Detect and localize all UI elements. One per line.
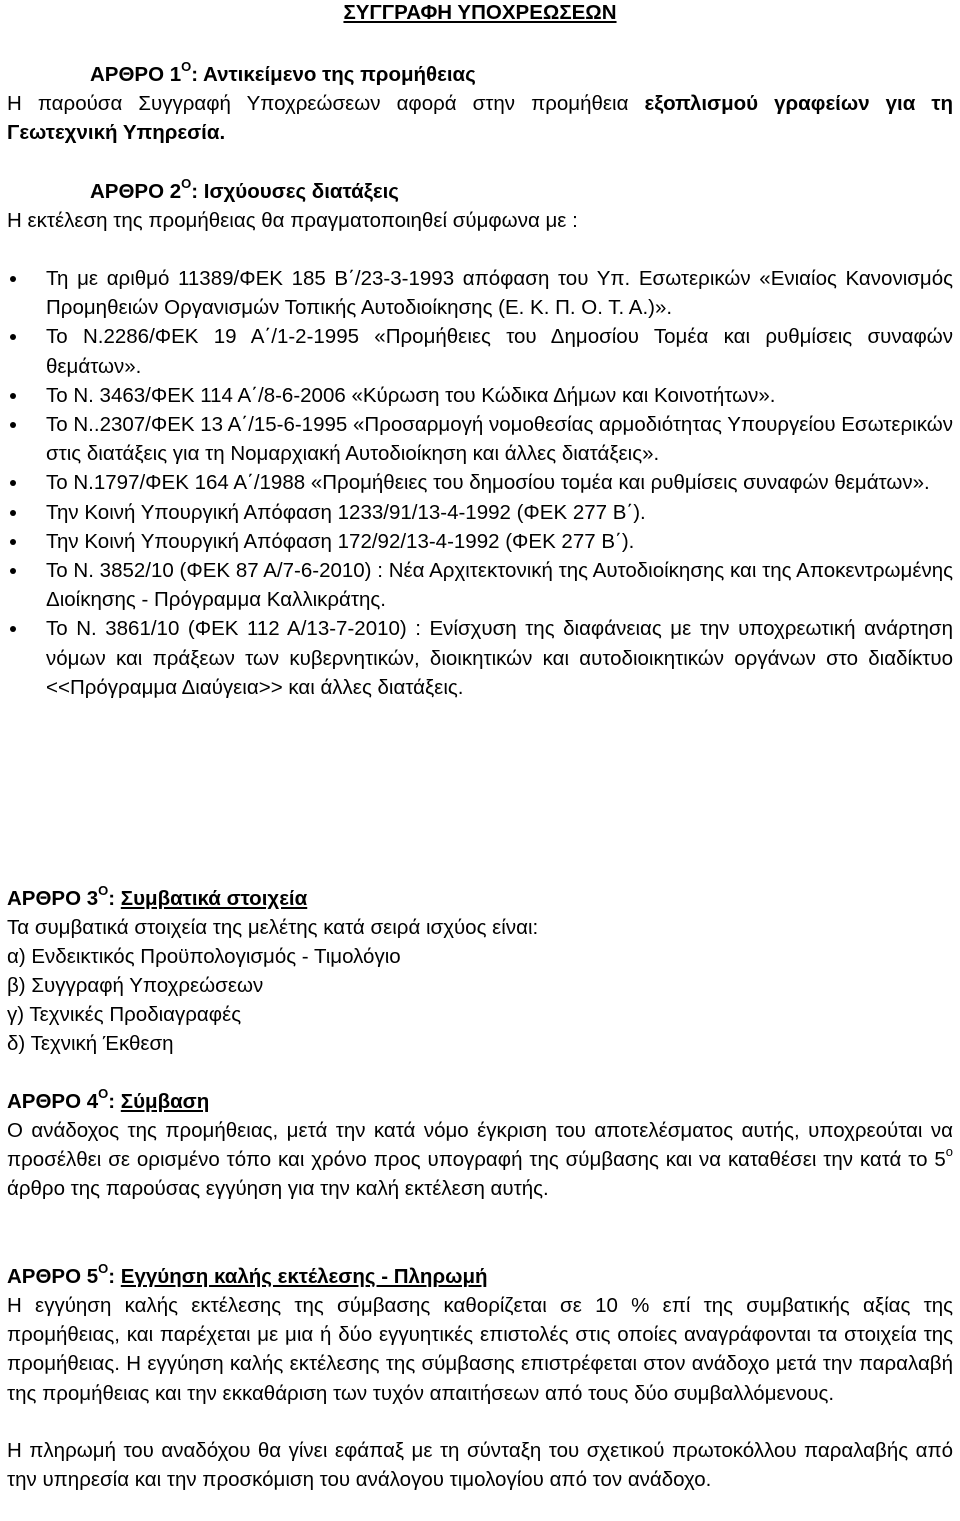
list-item: Το Ν.2286/ΦΕΚ 19 Α΄/1-2-1995 «Προμήθειες του Δημοσίου Τομέα και ρυθμίσεις συναφών θεμάτων». — [7, 322, 953, 380]
bullet-icon — [10, 539, 16, 545]
legislation-list — [7, 264, 953, 702]
article-1-heading: ΑΡΘΡΟ $1^O$: Αντικείμενο της προμήθειας — [90, 59, 476, 86]
article-3-heading: ΑΡΘΡΟ $3^O$: Συμβατικά στοιχεία — [7, 883, 308, 910]
article-4-text: Ο ανάδοχος της προμήθειας, μετά την κατά νόμο έγκριση του αποτελέσματος αυτής, υποχρεούται να προσέλθει σε ορισμένο τόπο και χρόνο προς υπογραφή της σύμβασης και να καταθέσει την κατά το $5^o$ άρθρο της παρούσας εγγύηση για την καλή εκτέλεση αυτής. — [7, 1119, 953, 1201]
contract-item: α) Ενδεικτικός Προϋπολογισμός - Τιμολόγιο — [7, 945, 401, 968]
article-5-heading: ΑΡΘΡΟ $5^O$: Εγγύηση καλής εκτέλεσης - Πληρωμή — [7, 1261, 488, 1288]
list-item: Το Ν. 3861/10 (ΦΕΚ 112 Α/13-7-2010) : Ενίσχυση της διαφάνειας με την υποχρεωτική ανάρτηση νόμων και πράξεων των κυβερνητικών, διοικητικών και αυτοδιοικητικών οργάνων στο διαδίκτυο <<Πρόγραμμα Διαύγεια>> και άλλες διατάξεις. — [7, 614, 953, 702]
bullet-icon — [10, 422, 16, 428]
bullet-icon — [10, 334, 16, 340]
document-title: ΣΥΓΓΡΑΦΗ ΥΠΟΧΡΕΩΣΕΩΝ — [343, 1, 617, 24]
article-5-paragraph-2: Η πληρωμή του αναδόχου θα γίνει εφάπαξ με τη σύνταξη του σχετικού πρωτοκόλλου παραλαβής από την υπηρεσία και την προσκόμιση του ανάλογου τιμολογίου από τον ανάδοχο. — [7, 1439, 953, 1492]
bullet-icon — [10, 480, 16, 486]
article-2-heading: ΑΡΘΡΟ $2^O$: Ισχύουσες διατάξεις — [90, 176, 399, 203]
article-2-intro: Η εκτέλεση της προμήθειας θα πραγματοποιηθεί σύμφωνα με : — [7, 209, 578, 232]
bullet-icon — [10, 626, 16, 632]
bullet-icon — [10, 276, 16, 282]
list-item: Την Κοινή Υπουργική Απόφαση 172/92/13-4-1992 (ΦΕΚ 277 Β΄). — [7, 527, 953, 556]
contract-item: β) Συγγραφή Υποχρεώσεων — [7, 974, 264, 997]
article-1-text: Η παρούσα Συγγραφή Υποχρεώσεων αφορά στην προμήθεια εξοπλισμού γραφείων για τη Γεωτεχνική Υπηρεσία. — [7, 92, 953, 145]
bullet-icon — [10, 393, 16, 399]
list-item: Το Ν. 3852/10 (ΦΕΚ 87 Α/7-6-2010) : Νέα Αρχιτεκτονική της Αυτοδιοίκησης και της Αποκεντρωμένης Διοίκησης - Πρόγραμμα Καλλικράτης. — [7, 556, 953, 614]
list-item: Την Κοινή Υπουργική Απόφαση 1233/91/13-4-1992 (ΦΕΚ 277 Β΄). — [7, 498, 953, 527]
list-item: Τη με αριθμό 11389/ΦΕΚ 185 Β΄/23-3-1993 απόφαση του Υπ. Εσωτερικών «Ενιαίος Κανονισμός Προμηθειών Οργανισμών Τοπικής Αυτοδιοίκησης (Ε. Κ. Π. Ο. Τ. Α.)». — [7, 264, 953, 322]
article-4-heading: ΑΡΘΡΟ $4^O$: Σύμβαση — [7, 1086, 210, 1113]
contract-item: γ) Τεχνικές Προδιαγραφές — [7, 1003, 242, 1026]
article-5-paragraph-1: Η εγγύηση καλής εκτέλεσης της σύμβασης καθορίζεται σε 10 % επί της συμβατικής αξίας της προμήθειας, και παρέχεται με μια ή δύο εγγυητικές επιστολές στις οποίες αναγράφονται τα στοιχεία της προμήθειας. Η εγγύηση καλής εκτέλεσης της σύμβασης επιστρέφεται στον ανάδοχο μετά την παραλαβή της προμήθειας και την εκκαθάριση των τυχόν απαιτήσεων από τους δύο συμβαλλόμενους. — [7, 1294, 953, 1405]
list-item: Το Ν.1797/ΦΕΚ 164 Α΄/1988 «Προμήθειες του δημοσίου τομέα και ρυθμίσεις συναφών θεμάτων». — [7, 468, 953, 497]
list-item: Το Ν. 3463/ΦΕΚ 114 Α΄/8-6-2006 «Κύρωση του Κώδικα Δήμων και Κοινοτήτων». — [7, 381, 953, 410]
list-item: Το Ν..2307/ΦΕΚ 13 Α΄/15-6-1995 «Προσαρμογή νομοθεσίας αρμοδιότητας Υπουργείου Εσωτερικών στις διατάξεις για τη Νομαρχιακή Αυτοδιοίκηση και άλλες διατάξεις». — [7, 410, 953, 468]
bullet-icon — [10, 568, 16, 574]
article-3-intro: Τα συμβατικά στοιχεία της μελέτης κατά σειρά ισχύος είναι: — [7, 916, 539, 939]
contract-item: δ) Τεχνική Έκθεση — [7, 1032, 174, 1055]
bullet-icon — [10, 510, 16, 516]
